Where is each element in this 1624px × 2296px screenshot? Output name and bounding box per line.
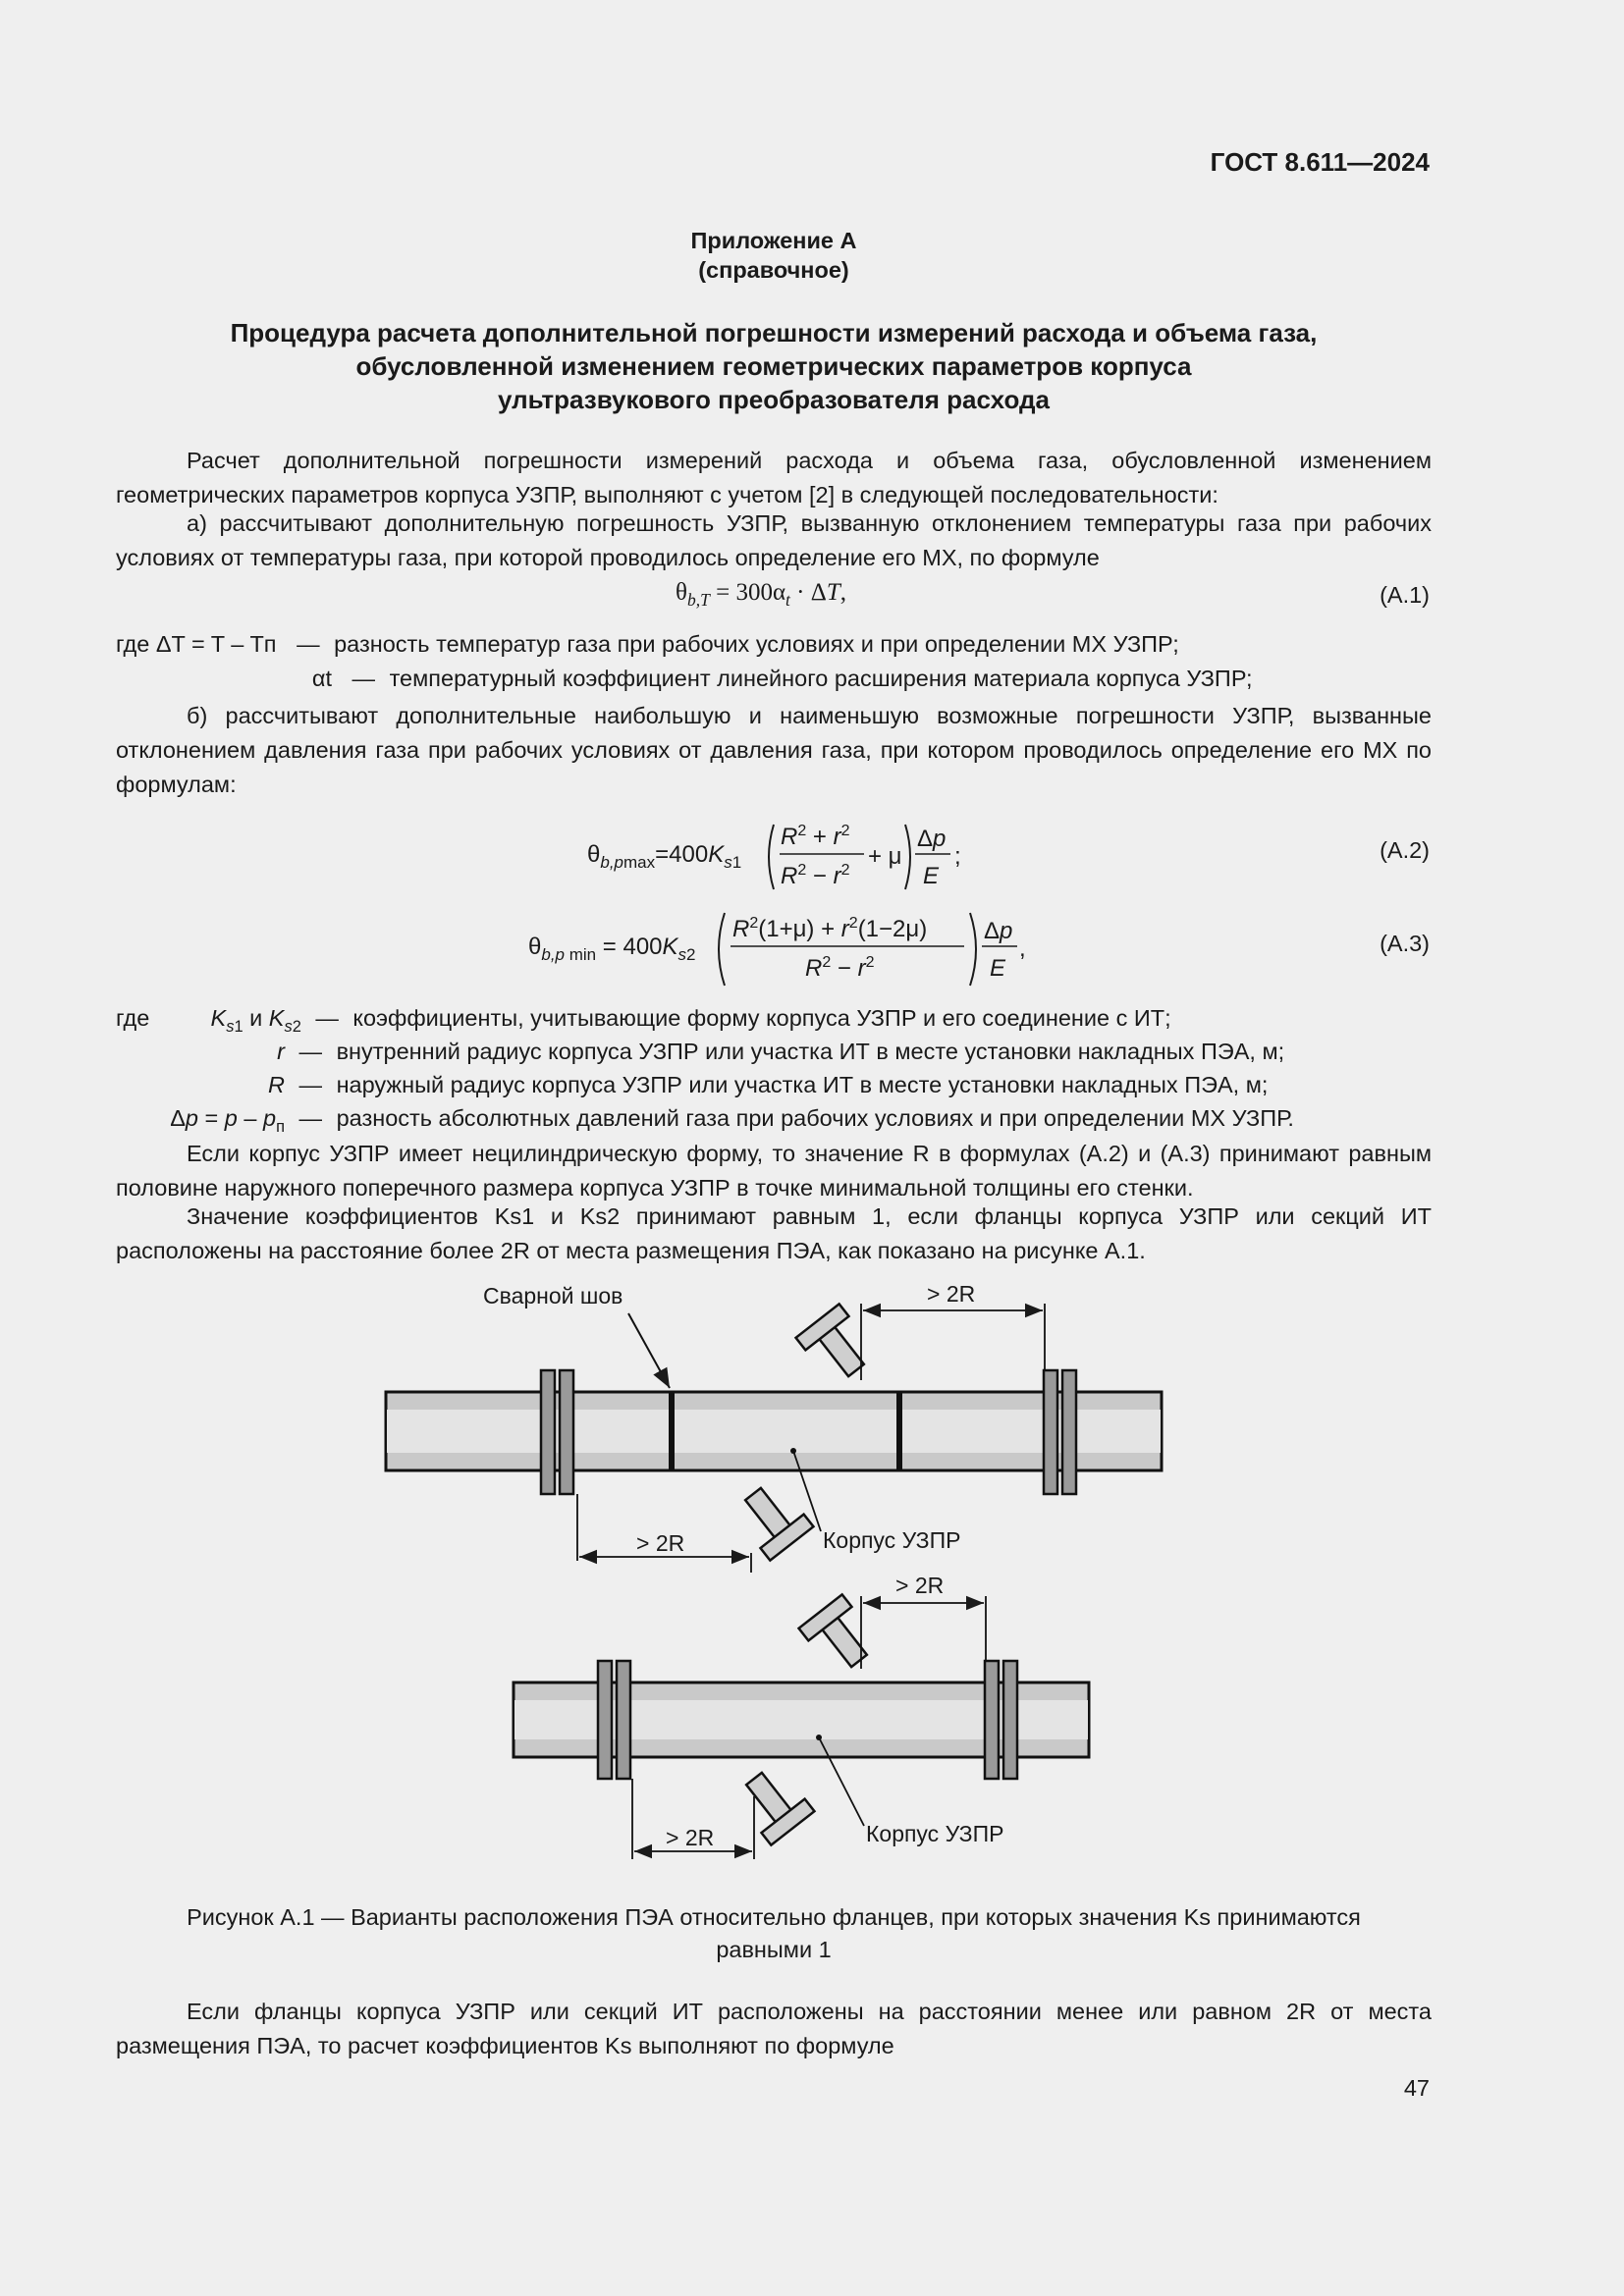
legend2-row2: r — внутренний радиус корпуса УЗПР или участка ИТ в месте установки накладных ПЭА, м;: [116, 1039, 1284, 1065]
formula-a1: $\theta_{b,T} = 300\alpha_t \cdot \Delta T$,: [676, 579, 846, 611]
legend2-symbol-R: R: [268, 1072, 285, 1097]
svg-text:E: E: [990, 955, 1006, 982]
legend2-row3: R — наружный радиус корпуса УЗПР или участка ИТ в месте установки накладных ПЭА, м;: [116, 1072, 1268, 1098]
ks-paragraph: Значение коэффициентов Ks1 и Ks2 принимают равным 1, если фланцы корпуса УЗПР или секций ИТ расположены на расстояние более 2R от места размещения ПЭА, как показано на рисунке А.1.: [116, 1203, 1432, 1263]
formula-a1-number: (А.1): [1380, 582, 1430, 608]
legend1-symbol-alpha: αt: [311, 666, 332, 691]
appendix-subtitle: (справочное): [698, 257, 849, 283]
legend2-def2: внутренний радиус корпуса УЗПР или участка ИТ в месте установки накладных ПЭА, м;: [336, 1039, 1285, 1064]
svg-text:+ μ: + μ: [868, 843, 902, 870]
legend2-row1: где $K_{s1}$ и $K_{s2}$ — коэффициенты, учитывающие форму корпуса УЗПР и его соединение с ИТ;: [116, 1005, 1171, 1036]
formula-a3-number: (А.3): [1380, 931, 1430, 956]
svg-text:R2 + r2: $R^2 + r^2$: [781, 823, 850, 850]
body-label-lower: Корпус УЗПР: [866, 1821, 1004, 1846]
legend2-def4: разность абсолютных давлений газа при рабочих условиях и при определении МХ УЗПР.: [336, 1105, 1294, 1131]
weld-label: Сварной шов: [483, 1283, 623, 1308]
step-a-paragraph: а) рассчитывают дополнительную погрешность УЗПР, вызванную отклонением температуры газа при рабочих условиях от температуры газа, при которой проводилось определение его МХ, по формуле: [116, 510, 1432, 570]
dim-top-upper: > 2R: [927, 1281, 976, 1307]
svg-text:R2(1+μ) + r2(1−2μ): $R^2(1+\mu) + r^2(1-2\mu)$: [732, 915, 928, 942]
legend2-def3: наружный радиус корпуса УЗПР или участка ИТ в месте установки накладных ПЭА, м;: [336, 1072, 1269, 1097]
svg-text:Δp: Δp: [984, 918, 1013, 944]
legend1-symbol-deltaT: где ΔT = T – Tп: [116, 631, 277, 657]
figure-caption-line1: Рисунок А.1 — Варианты расположения ПЭА относительно фланцев, при которых значения Ks принимаются: [187, 1904, 1361, 1930]
svg-text:,: ,: [1019, 935, 1026, 962]
figure-caption-line2: равными 1: [716, 1937, 832, 1962]
legend2-symbol-ks: $K_{s1}$ и $K_{s2}$: [210, 1005, 301, 1036]
legend1-def1: разность температур газа при рабочих условиях и при определении МХ УЗПР;: [334, 631, 1179, 657]
legend2-def1: коэффициенты, учитывающие форму корпуса УЗПР и его соединение с ИТ;: [352, 1005, 1171, 1031]
final-paragraph: Если фланцы корпуса УЗПР или секций ИТ расположены на расстоянии менее или равном 2R от места размещения ПЭА, то расчет коэффициентов Ks выполняют по формуле: [116, 1999, 1432, 2058]
figure-a1: [0, 1266, 1624, 1895]
legend1-row2: αt — температурный коэффициент линейного расширения материала корпуса УЗПР;: [116, 666, 1253, 692]
intro-paragraph: Расчет дополнительной погрешности измерений расхода и объема газа, обусловленной изменением геометрических параметров корпуса УЗПР, выполняют с учетом [2] в следующей последовательности:: [116, 448, 1432, 507]
section-title-line1: Процедура расчета дополнительной погрешности измерений расхода и объема газа,: [230, 318, 1318, 347]
upper-pipe: [386, 1304, 1162, 1573]
section-title-line2: обусловленной изменением геометрических параметров корпуса: [355, 351, 1192, 381]
section-title-line3: ультразвукового преобразователя расхода: [498, 385, 1050, 414]
standard-number: ГОСТ 8.611—2024: [1210, 147, 1430, 177]
legend2-row4: $\Delta p = p - p_п$ — разность абсолютных давлений газа при рабочих условиях и при определении МХ УЗПР.: [116, 1105, 1294, 1132]
svg-text:R2 − r2: $R^2 - r^2$: [805, 954, 875, 982]
appendix-title: Приложение А: [690, 228, 857, 253]
svg-text:;: ;: [954, 843, 961, 870]
lower-pipe: [514, 1594, 1089, 1859]
formula-a2-number: (А.2): [1380, 837, 1430, 863]
svg-text:θb,p min = 400Ks2: $\theta_{b,p}$ $\min = 400K_s2$: [528, 934, 696, 964]
legend2-symbol-deltap: $\Delta p = p - p_п$: [170, 1105, 285, 1136]
noncylindrical-paragraph: Если корпус УЗПР имеет нецилиндрическую форму, то значение R в формулах (А.2) и (А.3) принимают равным половине наружного поперечного размера корпуса УЗПР в точке минимальной толщины его стенки.: [116, 1141, 1432, 1201]
formula-a2: [579, 803, 992, 901]
legend1-def2: температурный коэффициент линейного расширения материала корпуса УЗПР;: [389, 666, 1253, 691]
dim-bottom-upper: > 2R: [636, 1530, 685, 1556]
dim-top-lower: > 2R: [895, 1573, 945, 1598]
legend1-dash: —: [297, 631, 320, 657]
svg-text:E: E: [923, 863, 940, 889]
svg-text:R2 − r2: $R^2 - r^2$: [781, 862, 850, 889]
svg-text:Δp: Δp: [917, 826, 947, 852]
legend1-row1: [116, 631, 1179, 658]
legend2-where: где: [116, 1005, 150, 1031]
legend2-symbol-r: r: [277, 1039, 285, 1064]
formula-a3: [520, 895, 1031, 993]
step-b-paragraph: б) рассчитывают дополнительные наибольшую и наименьшую возможные погрешности УЗПР, вызванные отклонением давления газа при рабочих условиях от давления газа, при котором проводилось определение его МХ по формулам:: [116, 703, 1432, 797]
dim-bottom-lower: > 2R: [666, 1825, 715, 1850]
body-label-upper: Корпус УЗПР: [823, 1527, 961, 1553]
svg-text:θb,pmax=400Ks1: $\theta_{b,p}\max=400K_s1$: [587, 841, 742, 872]
page-number: 47: [1403, 2075, 1430, 2101]
